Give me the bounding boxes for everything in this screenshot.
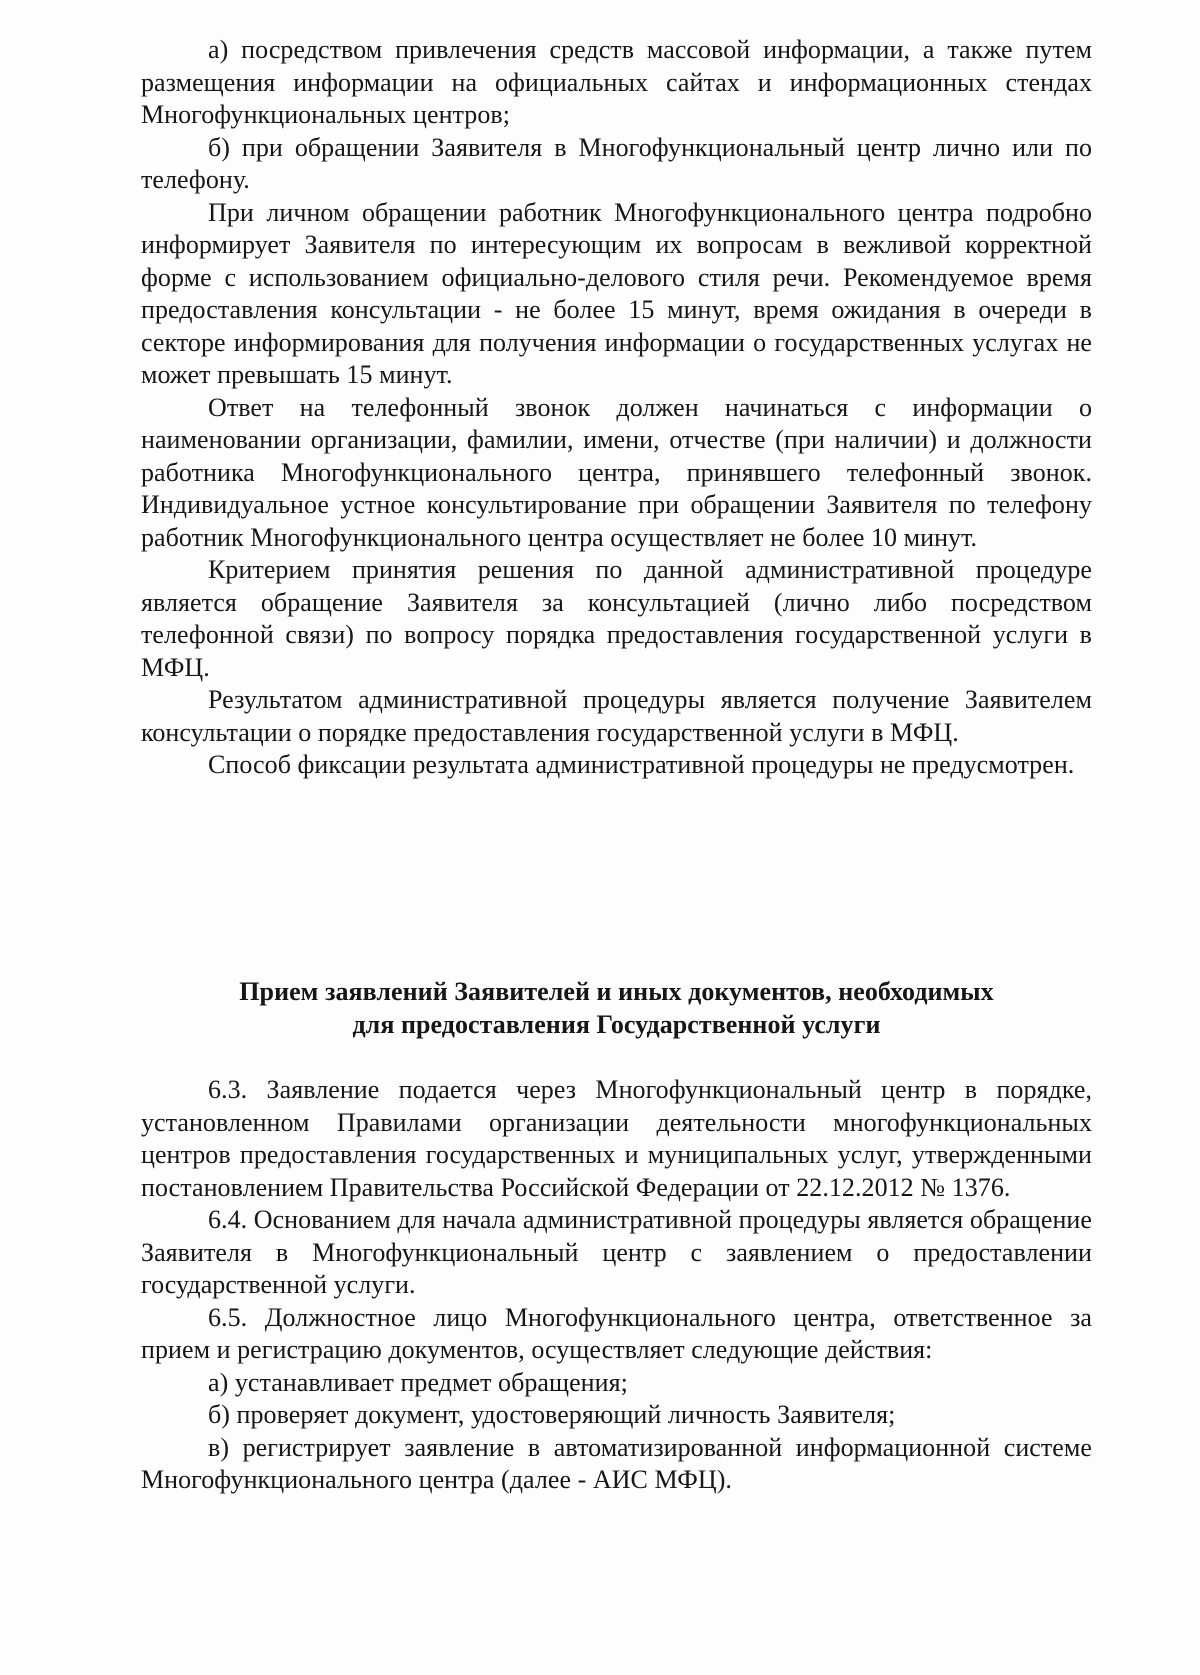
section-heading <box>141 976 1092 1041</box>
paragraph-item-b: б) при обращении Заявителя в Многофункциональный центр лично или по телефону. <box>141 132 1092 194</box>
section-heading-line-1: Прием заявлений Заявителей и иных документов, необходимых <box>239 977 994 1006</box>
paragraph-item-a: а) посредством привлечения средств массовой информации, а также путем размещения информации на официальных сайтах и информационных стендах Многофункциональных центров; <box>141 35 1092 129</box>
paragraph-decision-criterion: Критерием принятия решения по данной административной процедуре является обращение Заявителя за консультацией (лично либо посредством телефонной связи) по вопросу порядка предоставления государственной услуги в МФЦ. <box>141 555 1092 682</box>
paragraph-6-3: 6.3. Заявление подается через Многофункциональный центр в порядке, установленном Правилами организации деятельности многофункциональных центров предоставления государственных и муниципальных услуг, утвержденными постановлением Правительства Российской Федерации от 22.12.2012 № 1376. <box>141 1075 1092 1202</box>
paragraph-phone-call: Ответ на телефонный звонок должен начинаться с информации о наименовании организации, фамилии, имени, отчестве (при наличии) и должности работника Многофункционального центра, принявшего телефонный звонок. Индивидуальное устное консультирование при обращении Заявителя по телефону работник Многофункционального центра осуществляет не более 10 минут. <box>141 392 1092 552</box>
paragraph-personal-visit: При личном обращении работник Многофункционального центра подробно информирует Заявителя по интересующим их вопросам в вежливой корректной форме с использованием официально-делового стиля речи. Рекомендуемое время предоставления консультации - не более 15 минут, время ожидания в очереди в секторе информирования для получения информации о государственных услугах не может превышать 15 минут. <box>141 197 1092 389</box>
paragraph-procedure-result: Результатом административной процедуры является получение Заявителем консультации о порядке предоставления государственной услуги в МФЦ. <box>141 685 1092 747</box>
paragraph-6-5: 6.5. Должностное лицо Многофункционального центра, ответственное за прием и регистрацию документов, осуществляет следующие действия: <box>141 1302 1092 1364</box>
section-heading-line-2: для предоставления Государственной услуги <box>352 1009 881 1039</box>
paragraph-6-4: 6.4. Основанием для начала административной процедуры является обращение Заявителя в Многофункциональный центр с заявлением о предоставлении государственной услуги. <box>141 1205 1092 1299</box>
paragraph-result-recording: Способ фиксации результата административной процедуры не предусмотрен. <box>208 750 1075 779</box>
paragraph-6-5-b: б) проверяет документ, удостоверяющий личность Заявителя; <box>208 1400 896 1429</box>
document-body-top <box>141 34 1092 782</box>
document-body-bottom <box>141 1074 1092 1497</box>
paragraph-6-5-c: в) регистрирует заявление в автоматизированной информационной системе Многофункционального центра (далее - АИС МФЦ). <box>141 1432 1092 1494</box>
paragraph-6-5-a: а) устанавливает предмет обращения; <box>208 1367 628 1397</box>
